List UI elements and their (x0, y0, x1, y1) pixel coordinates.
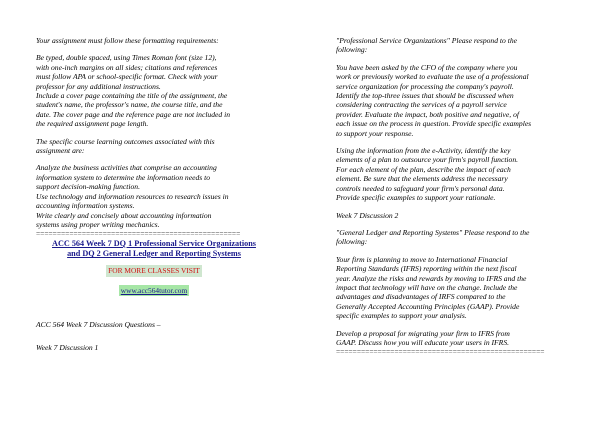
dq1-question-part2 (336, 146, 568, 202)
dq2-question-part1 (336, 255, 568, 321)
text-line: systems using proper writing mechanics. (36, 219, 160, 229)
text-line: assignment are: (36, 146, 85, 156)
course-title-link[interactable]: and DQ 2 General Ledger and Reporting Systems (67, 248, 241, 258)
text-line: Be typed, double spaced, using Times Roman font (size 12), (36, 53, 217, 63)
separator-line: ================================================== (336, 347, 545, 357)
text-line: GAAP. Discuss how you will educate your users in IFRS. (336, 337, 510, 347)
text-line: information system to determine the information needs to (36, 172, 211, 182)
text-line: each issue on the process in question. Provide specific examples (336, 119, 532, 129)
text-line: considering contracting the services of a payroll service (336, 100, 507, 110)
text-line: Use technology and information resources to research issues in (36, 191, 229, 201)
learning-outcomes (36, 163, 272, 229)
text-line: Reporting Standards (IFRS) reporting within the next fiscal (336, 264, 517, 274)
discussion-questions-heading: ACC 564 Week 7 Discussion Questions – (36, 319, 161, 329)
text-line: professor for any additional instructions. (36, 81, 161, 91)
promo-banner: FOR MORE CLASSES VISIT (108, 266, 200, 276)
text-line: For each element of the plan, describe the impact of each (336, 164, 511, 174)
text-line: service organization for processing the company's payroll. (336, 81, 514, 91)
text-line: Using the information from the e-Activity, identify the key (336, 146, 511, 156)
learning-outcomes-intro (36, 137, 272, 156)
right-column (336, 36, 568, 357)
course-link-block (36, 239, 272, 296)
text-line: following: (336, 237, 368, 247)
text-line: element. Be sure that the elements address the necessary (336, 174, 508, 184)
text-line: date. The cover page and the reference page are not included in (36, 109, 231, 119)
text-line: to support your response. (336, 128, 414, 138)
text-line: specific examples to support your analysis. (336, 311, 467, 321)
discussion-2-heading: Week 7 Discussion 2 (336, 210, 399, 220)
text-line: student's name, the professor's name, the course title, and the (36, 100, 223, 110)
dq1-prompt-heading (336, 36, 568, 55)
dq2-prompt-heading (336, 228, 568, 247)
text-line: controls needed to safeguard your firm's personal data. (336, 183, 505, 193)
formatting-intro: Your assignment must follow these formatting requirements: (36, 36, 219, 45)
text-line: Analyze the business activities that comprise an accounting (36, 163, 217, 173)
website-link[interactable]: www.acc564tutor.com (120, 285, 188, 295)
discussion-1-heading: Week 7 Discussion 1 (36, 343, 99, 353)
text-line: You have been asked by the CFO of the company where you (336, 62, 518, 72)
text-line: Include a cover page containing the title of the assignment, the (36, 91, 228, 101)
text-line: elements of a plan to outsource your firm's payroll function. (336, 155, 519, 165)
text-line: advantages and disadvantages of IRFS compared to the (336, 292, 506, 302)
text-line: Provide specific examples to support your rationale. (336, 193, 496, 203)
formatting-requirements (36, 53, 272, 128)
text-line: The specific course learning outcomes associated with this (36, 136, 215, 146)
text-line: Generally Accepted Accounting Principles (GAAP). Provide (336, 301, 520, 311)
text-line: provider. Evaluate the impact, both positive and negative, of (336, 109, 519, 119)
text-line: "Professional Service Organizations" Please respond to the (336, 36, 518, 45)
text-line: the required assignment page length. (36, 119, 149, 129)
separator-line: ================================================= (36, 229, 241, 239)
dq1-question-part1 (336, 63, 568, 138)
course-title-link[interactable]: ACC 564 Week 7 DQ 1 Professional Service Organizations (52, 238, 256, 248)
text-line: Write clearly and concisely about accounting information (36, 210, 212, 220)
left-column (36, 36, 272, 361)
text-line: Your firm is planning to move to International Financial (336, 254, 508, 264)
text-line: Identify the top-three issues that should be discussed when (336, 91, 514, 101)
text-line: Develop a proposal for migrating your firm to IFRS from (336, 328, 510, 338)
text-line: with one-inch margins on all sides; citations and references (36, 62, 218, 72)
text-line: year. Analyze the risks and rewards by moving to IFRS and the (336, 273, 527, 283)
text-line: impact that technology will have on the change. Include the (336, 282, 518, 292)
text-line: work or previously worked to evaluate the use of a professional (336, 72, 529, 82)
dq2-question-part2 (336, 329, 568, 348)
text-line: following: (336, 45, 368, 55)
text-line: must follow APA or school-specific format. Check with your (36, 72, 218, 82)
text-line: "General Ledger and Reporting Systems" Please respond to the (336, 227, 530, 237)
text-line: accounting information systems. (36, 201, 135, 211)
text-line: support decision-making function. (36, 182, 140, 192)
